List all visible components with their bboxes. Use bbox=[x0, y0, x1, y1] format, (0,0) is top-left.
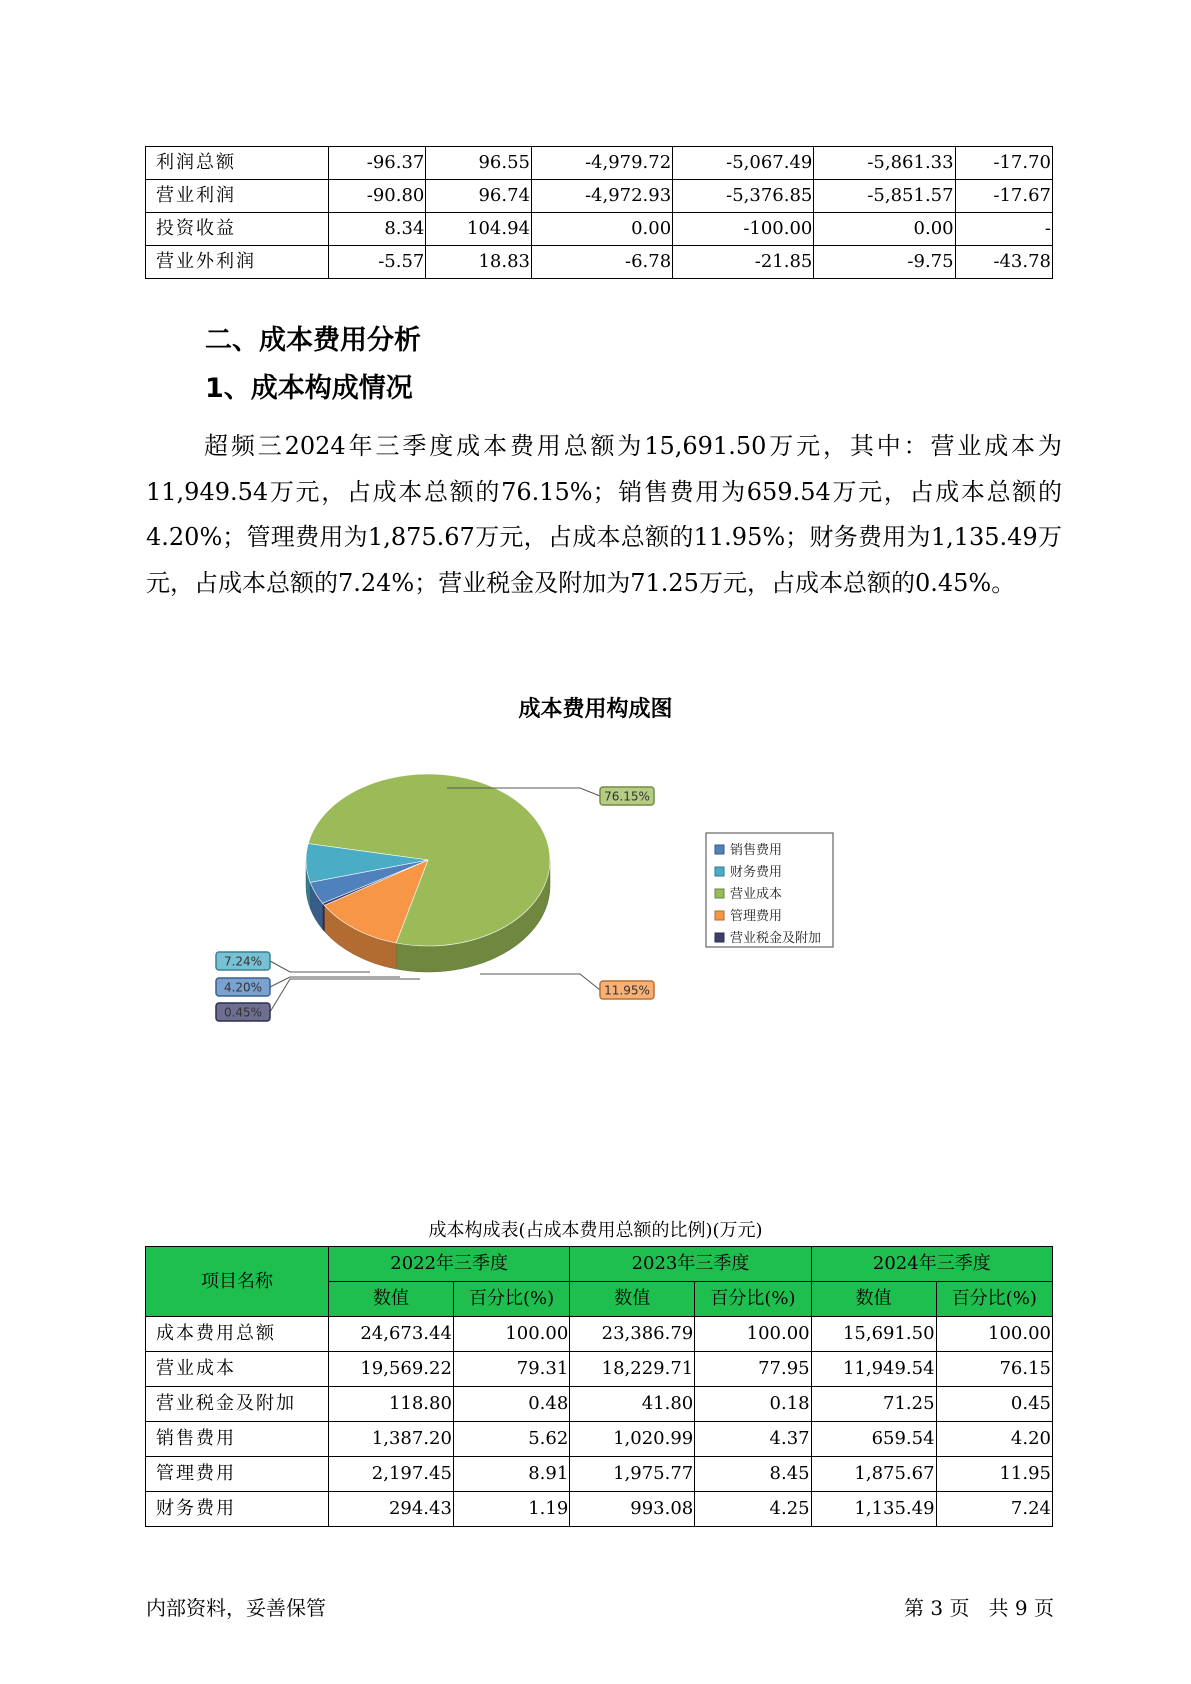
row-value: 0.45 bbox=[936, 1387, 1052, 1422]
header-period-2023: 2023年三季度 bbox=[570, 1247, 811, 1282]
row-value: 96.74 bbox=[426, 180, 532, 213]
section-heading: 二、成本费用分析 bbox=[205, 325, 421, 356]
row-value: 8.45 bbox=[695, 1457, 811, 1492]
row-value: -43.78 bbox=[955, 246, 1052, 279]
row-label: 投资收益 bbox=[146, 213, 329, 246]
callout-line-4 bbox=[270, 961, 370, 972]
row-value: 5.62 bbox=[453, 1422, 569, 1457]
row-value: 79.31 bbox=[453, 1352, 569, 1387]
row-value: -5,376.85 bbox=[673, 180, 814, 213]
pie-group bbox=[306, 774, 550, 972]
table-row bbox=[146, 1352, 1053, 1387]
row-value: 0.00 bbox=[531, 213, 672, 246]
sub-heading: 1、成本构成情况 bbox=[205, 373, 413, 404]
row-value: 1,135.49 bbox=[811, 1492, 936, 1527]
row-value: 7.24 bbox=[936, 1492, 1052, 1527]
row-value: 118.80 bbox=[329, 1387, 454, 1422]
cost-table-body bbox=[146, 1317, 1053, 1527]
row-value: 104.94 bbox=[426, 213, 532, 246]
row-value: -96.37 bbox=[329, 147, 426, 180]
callout-line-1 bbox=[480, 974, 600, 990]
row-value: 24,673.44 bbox=[329, 1317, 454, 1352]
callout-line-2 bbox=[270, 979, 420, 1012]
row-value: 993.08 bbox=[570, 1492, 695, 1527]
footer-page-number: 第 3 页 共 9 页 bbox=[904, 1596, 1054, 1620]
row-value: -100.00 bbox=[673, 213, 814, 246]
header-percent: 百分比(%) bbox=[936, 1282, 1052, 1317]
row-label: 财务费用 bbox=[146, 1492, 329, 1527]
table-row bbox=[146, 1317, 1053, 1352]
cost-summary-paragraph: 超频三2024年三季度成本费用总额为15,691.50万元，其中：营业成本为11,949.54万元，占成本总额的76.15%；销售费用为659.54万元，占成本总额的4.20%；管理费用为1,875.67万元，占成本总额的11.95%；财务费用为1,135.49万元，占成本总额的7.24%；营业税金及附加为71.25万元，占成本总额的0.45%。 bbox=[146, 432, 1062, 597]
legend-label-3: 管理费用 bbox=[730, 909, 783, 924]
legend-swatch-3 bbox=[715, 911, 724, 920]
row-value: -21.85 bbox=[673, 246, 814, 279]
row-value: 71.25 bbox=[811, 1387, 936, 1422]
row-value: - bbox=[955, 213, 1052, 246]
row-value: 76.15 bbox=[936, 1352, 1052, 1387]
row-value: -4,979.72 bbox=[531, 147, 672, 180]
callout-label-0: 76.15% bbox=[604, 789, 650, 804]
legend-label-0: 销售费用 bbox=[730, 843, 783, 858]
row-value: 1,387.20 bbox=[329, 1422, 454, 1457]
row-label: 营业税金及附加 bbox=[146, 1387, 329, 1422]
row-value: 15,691.50 bbox=[811, 1317, 936, 1352]
row-value: -5,851.57 bbox=[814, 180, 955, 213]
row-value: 1,875.67 bbox=[811, 1457, 936, 1492]
row-value: 0.00 bbox=[814, 213, 955, 246]
header-period-2024: 2024年三季度 bbox=[811, 1247, 1052, 1282]
row-value: 8.91 bbox=[453, 1457, 569, 1492]
row-value: 294.43 bbox=[329, 1492, 454, 1527]
row-value: 1.19 bbox=[453, 1492, 569, 1527]
legend-label-2: 营业成本 bbox=[730, 887, 783, 902]
row-value: -5,067.49 bbox=[673, 147, 814, 180]
table-row bbox=[146, 1422, 1053, 1457]
row-value: 11.95 bbox=[936, 1457, 1052, 1492]
row-value: 18,229.71 bbox=[570, 1352, 695, 1387]
legend-swatch-2 bbox=[715, 889, 724, 898]
table-row bbox=[146, 1457, 1053, 1492]
row-label: 营业利润 bbox=[146, 180, 329, 213]
chart-title: 成本费用构成图 bbox=[518, 697, 673, 722]
row-label: 利润总额 bbox=[146, 147, 329, 180]
row-value: 2,197.45 bbox=[329, 1457, 454, 1492]
row-label: 营业成本 bbox=[146, 1352, 329, 1387]
legend-swatch-4 bbox=[715, 933, 724, 942]
legend-label-4: 营业税金及附加 bbox=[730, 931, 822, 946]
row-value: 100.00 bbox=[453, 1317, 569, 1352]
row-value: 659.54 bbox=[811, 1422, 936, 1457]
header-value: 数值 bbox=[570, 1282, 695, 1317]
row-value: 1,975.77 bbox=[570, 1457, 695, 1492]
row-value: -17.67 bbox=[955, 180, 1052, 213]
row-value: -9.75 bbox=[814, 246, 955, 279]
legend-swatch-0 bbox=[715, 845, 724, 854]
row-value: -17.70 bbox=[955, 147, 1052, 180]
row-value: -5,861.33 bbox=[814, 147, 955, 180]
row-value: -6.78 bbox=[531, 246, 672, 279]
footer-confidential: 内部资料，妥善保管 bbox=[146, 1596, 326, 1620]
row-value: 4.37 bbox=[695, 1422, 811, 1457]
row-value: -4,972.93 bbox=[531, 180, 672, 213]
row-value: 100.00 bbox=[695, 1317, 811, 1352]
row-label: 销售费用 bbox=[146, 1422, 329, 1457]
callout-label-2: 0.45% bbox=[223, 1005, 263, 1020]
table-row bbox=[146, 1492, 1053, 1527]
row-value: 18.83 bbox=[426, 246, 532, 279]
row-value: 8.34 bbox=[329, 213, 426, 246]
cost-table bbox=[145, 1246, 1053, 1527]
cost-table-header bbox=[146, 1247, 1053, 1317]
row-value: 0.48 bbox=[453, 1387, 569, 1422]
legend-swatch-1 bbox=[715, 867, 724, 876]
row-value: -90.80 bbox=[329, 180, 426, 213]
row-value: 0.18 bbox=[695, 1387, 811, 1422]
row-label: 管理费用 bbox=[146, 1457, 329, 1492]
header-value: 数值 bbox=[811, 1282, 936, 1317]
chart-legend bbox=[706, 833, 833, 947]
header-percent: 百分比(%) bbox=[695, 1282, 811, 1317]
row-value: 4.20 bbox=[936, 1422, 1052, 1457]
legend-label-1: 财务费用 bbox=[730, 865, 783, 880]
row-value: 19,569.22 bbox=[329, 1352, 454, 1387]
header-percent: 百分比(%) bbox=[453, 1282, 569, 1317]
callout-label-3: 4.20% bbox=[223, 980, 263, 995]
row-label: 成本费用总额 bbox=[146, 1317, 329, 1352]
pie-side-2 bbox=[323, 903, 325, 931]
row-value: -5.57 bbox=[329, 246, 426, 279]
row-value: 77.95 bbox=[695, 1352, 811, 1387]
header-item-name: 项目名称 bbox=[146, 1247, 329, 1317]
callout-label-4: 7.24% bbox=[223, 954, 263, 969]
row-label: 营业外利润 bbox=[146, 246, 329, 279]
row-value: 96.55 bbox=[426, 147, 532, 180]
row-value: 100.00 bbox=[936, 1317, 1052, 1352]
callout-label-1: 11.95% bbox=[604, 983, 650, 998]
header-period-2022: 2022年三季度 bbox=[329, 1247, 570, 1282]
row-value: 11,949.54 bbox=[811, 1352, 936, 1387]
header-value: 数值 bbox=[329, 1282, 454, 1317]
cost-table-caption: 成本构成表(占成本费用总额的比例)(万元) bbox=[428, 1220, 763, 1241]
row-value: 23,386.79 bbox=[570, 1317, 695, 1352]
row-value: 41.80 bbox=[570, 1387, 695, 1422]
table-row bbox=[146, 1387, 1053, 1422]
row-value: 1,020.99 bbox=[570, 1422, 695, 1457]
row-value: 4.25 bbox=[695, 1492, 811, 1527]
